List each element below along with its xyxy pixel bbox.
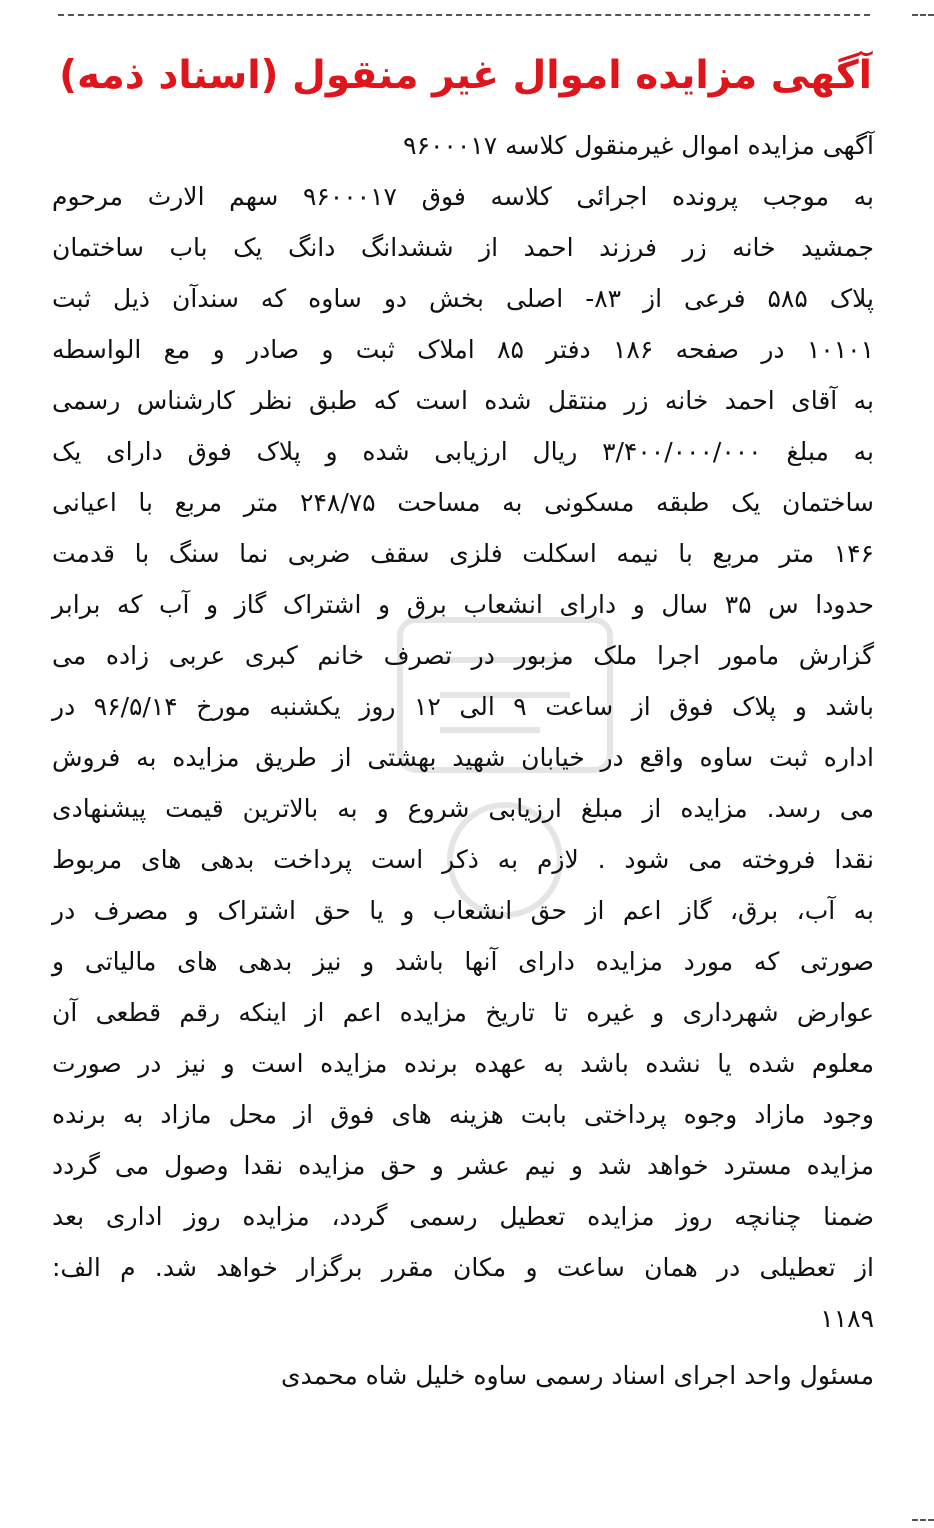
notice-line: به آب، برق، گاز اعم از حق انشعاب و یا حق اشتراک و مصرف در bbox=[52, 896, 874, 925]
notice-line: ساختمان یک طبقه مسکونی به مساحت ۲۴۸/۷۵ متر مربع با اعیانی bbox=[52, 488, 875, 517]
notice-line: ۱۴۶ متر مربع با نیمه اسکلت فلزی سقف ضربی نما سنگ با قدمت bbox=[52, 539, 874, 568]
notice-line: نقدا فروخته می شود . لازم به ذکر است پرداخت بدهی های مربوط bbox=[52, 845, 874, 874]
notice-line: پلاک ۵۸۵ فرعی از ۸۳- اصلی بخش دو ساوه که سندآن ذیل ثبت bbox=[52, 284, 874, 313]
top-dashed-rule bbox=[58, 14, 870, 16]
side-dashed-rule-top bbox=[912, 14, 934, 16]
notice-line: مزایده مسترد خواهد شد و نیم عشر و حق مزایده نقدا وصول می گردد bbox=[52, 1151, 874, 1180]
notice-signature-block bbox=[52, 1350, 874, 1401]
notice-line: وجود مازاد وجوه پرداختی بابت هزینه های فوق از محل مازاد به برنده bbox=[52, 1100, 874, 1129]
notice-line: آگهی مزایده اموال غیرمنقول کلاسه ۹۶۰۰۰۱۷ bbox=[403, 131, 874, 160]
notice-line: به مبلغ ۳/۴۰۰/۰۰۰/۰۰۰ ریال ارزیابی شده و پلاک فوق دارای یک bbox=[52, 437, 874, 466]
side-dashed-rule-bottom bbox=[912, 1519, 934, 1521]
notice-line: از تعطیلی در همان ساعت و مکان مقرر برگزار خواهد شد. م الف: bbox=[52, 1253, 874, 1282]
notice-line: به آقای احمد خانه زر منتقل شده است که طبق نظر کارشناس رسمی bbox=[52, 386, 874, 415]
notice-line: حدودا س ۳۵ سال و دارای انشعاب برق و اشتراک گاز و آب که برابر bbox=[52, 590, 874, 619]
notice-signature: مسئول واحد اجرای اسناد رسمی ساوه خلیل شاه محمدی bbox=[281, 1361, 874, 1390]
notice-line: ۱۰۱۰۱ در صفحه ۱۸۶ دفتر ۸۵ املاک ثبت و صادر و مع الواسطه bbox=[52, 335, 874, 364]
notice-line: معلوم شده یا نشده باشد به عهده برنده مزایده است و نیز در صورت bbox=[52, 1049, 874, 1078]
notice-line: می رسد. مزایده از مبلغ ارزیابی شروع و به بالاترین قیمت پیشنهادی bbox=[52, 794, 874, 823]
notice-title: آگهی مزایده اموال غیر منقول (اسناد ذمه) bbox=[59, 53, 872, 98]
notice-body bbox=[52, 120, 874, 1344]
notice-line: ضمنا چنانچه روز مزایده تعطیل رسمی گردد، مزایده روز اداری بعد bbox=[52, 1202, 874, 1231]
notice-line: ۱۱۸۹ bbox=[820, 1304, 874, 1333]
notice-line: عوارض شهرداری و غیره تا تاریخ مزایده اعم از اینکه رقم قطعی آن bbox=[52, 998, 874, 1027]
notice-line: به موجب پرونده اجرائی کلاسه فوق ۹۶۰۰۰۱۷ سهم الارث مرحوم bbox=[52, 182, 874, 211]
notice-line: اداره ثبت ساوه واقع در خیابان شهید بهشتی از طریق مزایده به فروش bbox=[52, 743, 874, 772]
notice-line: باشد و پلاک فوق از ساعت ۹ الی ۱۲ روز یکشنبه مورخ ۹۶/۵/۱۴ در bbox=[52, 692, 874, 721]
notice-line: صورتی که مورد مزایده دارای آنها باشد و نیز بدهی های مالیاتی و bbox=[52, 947, 874, 976]
notice-line: گزارش مامور اجرا ملک مزبور در تصرف خانم کبری عربی زاده می bbox=[52, 641, 874, 670]
notice-line: جمشید خانه زر فرزند احمد از ششدانگ دانگ یک باب ساختمان bbox=[52, 233, 874, 262]
